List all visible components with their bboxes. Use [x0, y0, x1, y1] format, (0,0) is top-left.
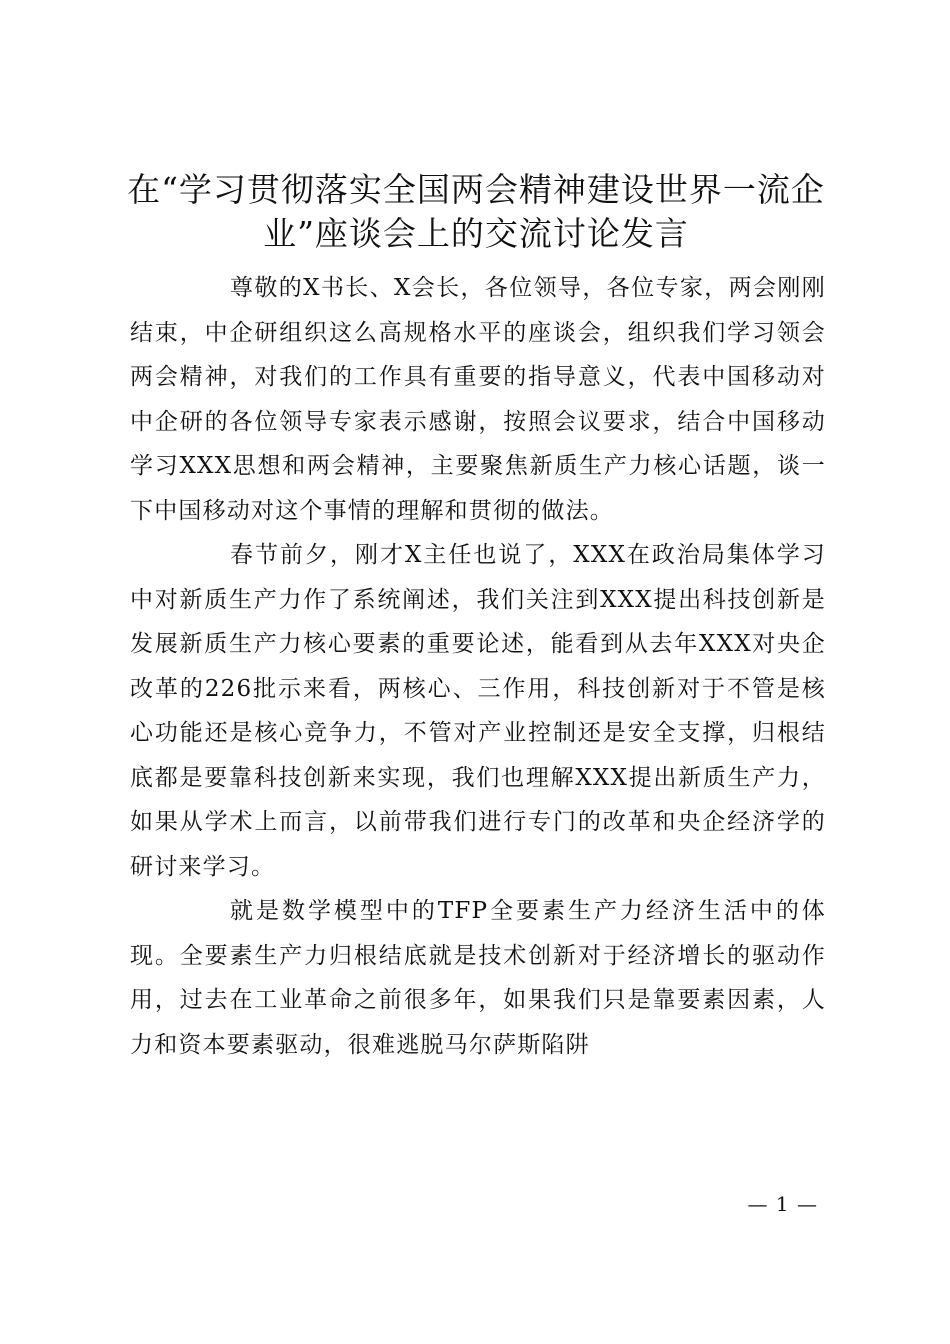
paragraph-2: 春节前夕，刚才X主任也说了，XXX在政治局集体学习中对新质生产力作了系统阐述，我们关注到XXX提出科技创新是发展新质生产力核心要素的重要论述，能看到从去年XXX对央企改革的226批示来看，两核心、三作用，科技创新对于不管是核心功能还是核心竞争力，不管对产业控制还是安全支撑，归根结底都是要靠科技创新来实现，我们也理解XXX提出新质生产力，如果从学术上而言，以前带我们进行专门的改革和央企经济学的研讨来学习。 [130, 542, 826, 880]
page-number: — 1 — [747, 1192, 818, 1216]
page-title: 在“学习贯彻落实全国两会精神建设世界一流企业”座谈会上的交流讨论发言 [127, 170, 825, 253]
paragraph-3: 就是数学模型中的TFP全要素生产力经济生活中的体现。全要素生产力归根结底就是技术创新对于经济增长的驱动作用，过去在工业革命之前很多年，如果我们只是靠要素因素，人力和资本要素驱动，很难逃脱马尔萨斯陷阱 [130, 898, 826, 1058]
paragraph-1: 尊敬的X书长、X会长，各位领导，各位专家，两会刚刚结束，中企研组织这么高规格水平的座谈会，组织我们学习领会两会精神，对我们的工作具有重要的指导意义，代表中国移动对中企研的各位领导专家表示感谢，按照会议要求，结合中国移动学习XXX思想和两会精神，主要聚焦新质生产力核心话题，谈一下中国移动对这个事情的理解和贯彻的做法。 [130, 275, 826, 524]
document-body [130, 266, 826, 1067]
